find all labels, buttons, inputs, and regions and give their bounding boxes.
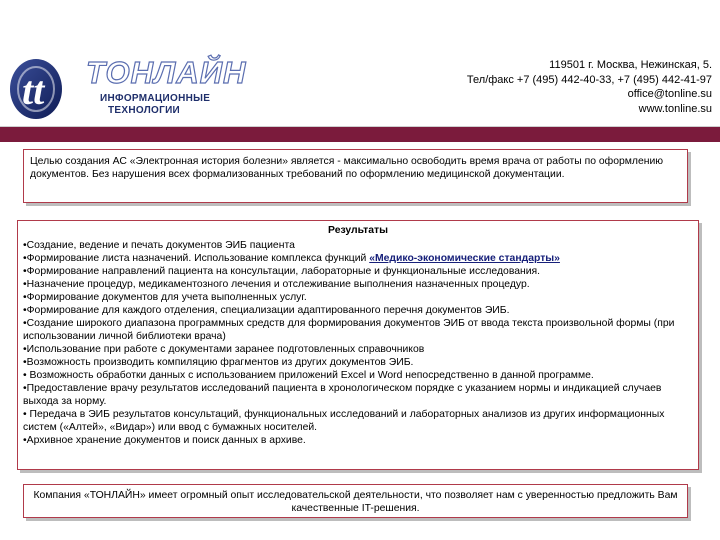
results-item: •Назначение процедур, медикаментозного лечения и отслеживание выполнения назначенных процедур. (23, 279, 530, 290)
results-item: •Формирование документов для учета выполненных услуг. (23, 292, 307, 303)
footer-box (23, 484, 688, 518)
logo-name: ТОНЛАЙН (86, 55, 247, 90)
results-item: •Создание, ведение и печать документов ЭИБ пациента (23, 240, 295, 251)
logo-mark-letters: tt (22, 68, 45, 113)
footer-text: Компания «ТОНЛАЙН» имеет огромный опыт исследовательской деятельности, что позволяет нам с уверенностью предложить Вам качественные IT-решения. (33, 490, 678, 515)
results-item: •Формирование для каждого отделения, специализации адаптированного перечня документов ЭИБ. (23, 305, 510, 316)
contact-phone: Тел/факс +7 (495) 442-40-33, +7 (495) 442-41-97 (466, 73, 712, 86)
results-item: •Архивное хранение документов и поиск данных в архиве. (23, 435, 306, 446)
results-item (23, 252, 693, 265)
logo-subtitle-1: ИНФОРМАЦИОННЫЕ (100, 93, 211, 104)
logo-subtitle-2: ТЕХНОЛОГИИ (108, 105, 181, 116)
header-band (0, 126, 720, 142)
results-item: •Предоставление врачу результатов исследований пациента в хронологическом порядке с указанием нормы и индикацией случаев выхода за норму. (23, 383, 662, 407)
contact-website[interactable]: www.tonline.su (638, 102, 712, 115)
logo-mark-icon (8, 54, 78, 120)
intro-box (23, 149, 688, 203)
results-title: Результаты (328, 225, 388, 236)
results-item: •Создание широкого диапазона программных средств для формирования документов ЭИБ от ввода текста произвольной формы (при использовании личной библиотеки врача) (23, 318, 675, 342)
results-item: •Использование при работе с документами заранее подготовленных справочников (23, 344, 425, 355)
intro-text: Целью создания АС «Электронная история болезни» является - максимально освободить время врача от работы по оформлению документов. Без нарушения всех формализованных требований по оформлению медицинской документации. (30, 156, 664, 181)
results-box (17, 220, 699, 470)
results-item: •Формирование направлений пациента на консультации, лабораторные и функциональные исследования. (23, 266, 541, 277)
contact-address: 119501 г. Москва, Нежинская, 5. (549, 59, 712, 71)
company-logo (8, 54, 247, 120)
contact-email[interactable]: office@tonline.su (627, 88, 712, 101)
results-item: •Возможность производить компиляцию фрагментов из других документов ЭИБ. (23, 357, 414, 368)
standards-link[interactable]: «Медико-экономические стандарты» (369, 253, 560, 264)
results-list (23, 239, 693, 447)
results-item: • Возможность обработки данных с использованием приложений Excel и Word непосредственно в данной программе. (23, 370, 594, 381)
results-item-text: •Формирование листа назначений. Использование комплекса функций (23, 253, 367, 264)
results-item: • Передача в ЭИБ результатов консультаций, функциональных исследований и лабораторных анализов из других информационных систем («Алтей», «Видар») или ввод с бумажных носителей. (23, 409, 665, 433)
contact-block (467, 58, 712, 116)
